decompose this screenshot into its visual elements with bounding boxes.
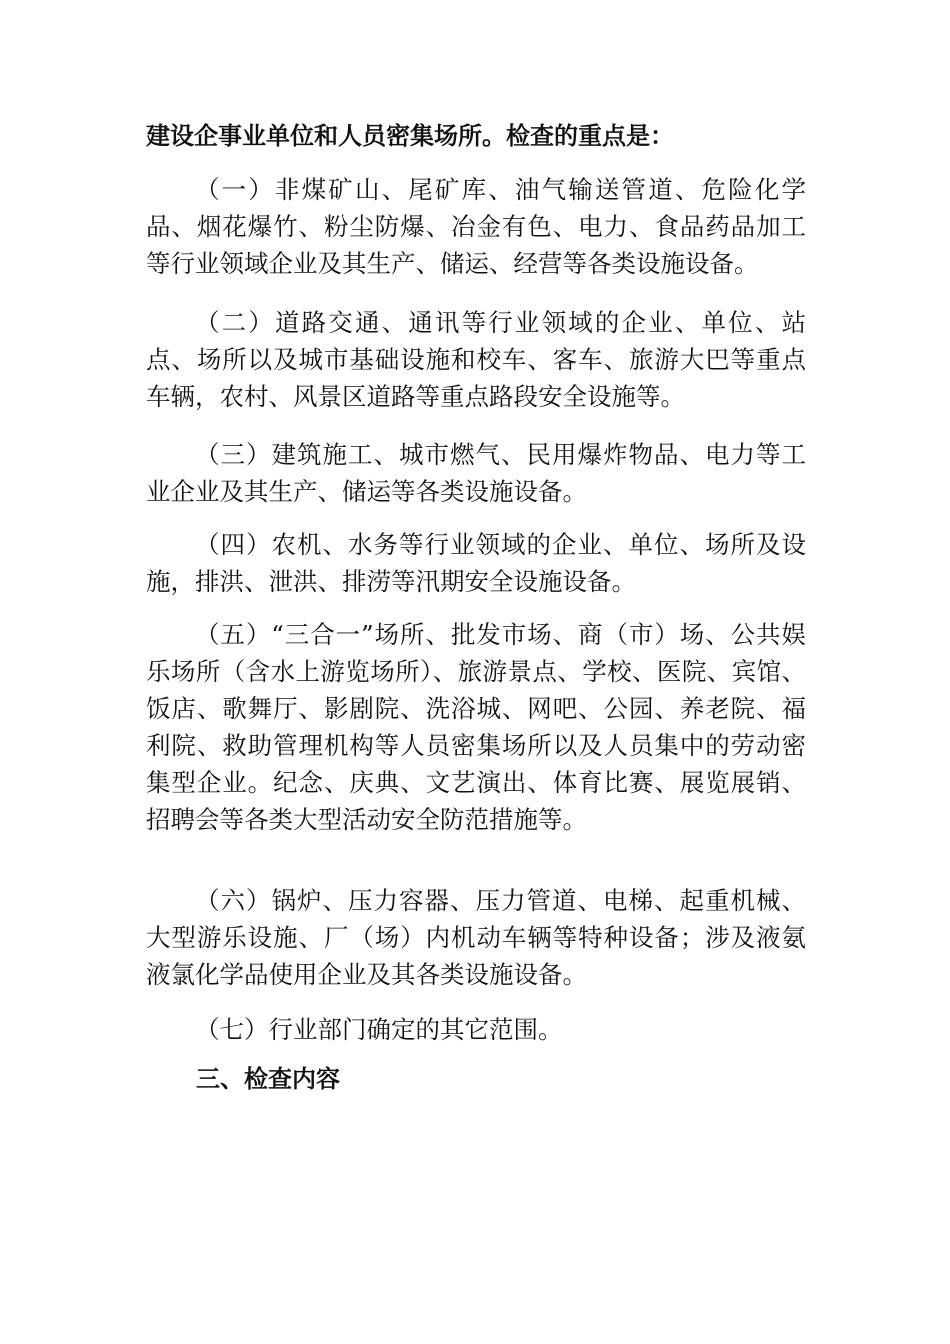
paragraph-item-1: （一）非煤矿山、尾矿库、油气输送管道、危险化学品、烟花爆竹、粉尘防爆、冶金有色、电力、食品药品加工等行业领域企业及其生产、储运、经营等各类设施设备。 <box>146 175 806 278</box>
paragraph-item-6: （六）锅炉、压力容器、压力管道、电梯、起重机械、大型游乐设施、厂（场）内机动车辆等特种设备；涉及液氨液氯化学品使用企业及其各类设施设备。 <box>146 886 806 989</box>
paragraph-item-7: （七）行业部门确定的其它范围。 <box>195 1015 563 1044</box>
paragraph-item-4: （四）农机、水务等行业领域的企业、单位、场所及设施，排洪、泄洪、排涝等汛期安全设施设备。 <box>146 530 806 596</box>
paragraph-item-5: （五）“三合一”场所、批发市场、商（市）场、公共娱乐场所（含水上游览场所）、旅游景点、学校、医院、宾馆、饭店、歌舞厅、影剧院、洗浴城、网吧、公园、养老院、福利院、救助管理机构等人员密集场所以及人员集中的劳动密集型企业。纪念、庆典、文艺演出、体育比赛、展览展销、招聘会等各类大型活动安全防范措施等。 <box>146 620 806 834</box>
section-heading: 三、检查内容 <box>196 1065 340 1093</box>
intro-line: 建设企事业单位和人员密集场所。检查的重点是： <box>146 122 674 150</box>
paragraph-item-2: （二）道路交通、通讯等行业领域的企业、单位、站点、场所以及城市基础设施和校车、客车、旅游大巴等重点车辆，农村、风景区道路等重点路段安全设施等。 <box>146 308 806 411</box>
paragraph-item-3: （三）建筑施工、城市燃气、民用爆炸物品、电力等工业企业及其生产、储运等各类设施设备。 <box>146 440 806 506</box>
